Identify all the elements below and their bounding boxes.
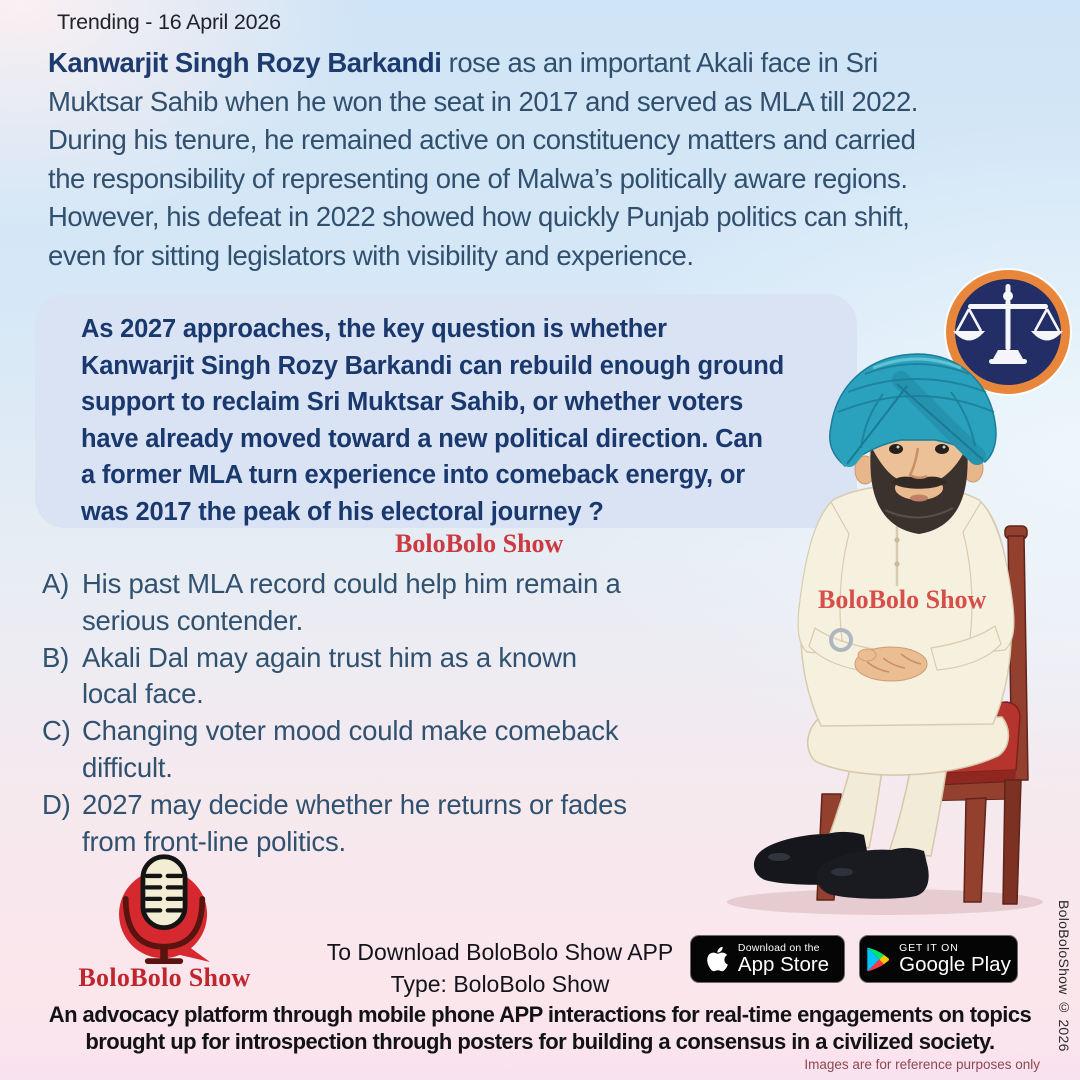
google-play-text [899, 942, 1011, 976]
app-store-pre: Download on the [737, 942, 820, 954]
logo-wordmark: BoloBolo Show [78, 963, 251, 992]
advocacy-line1: An advocacy platform through mobile phone APP interactions for real-time engagements on topics [48, 1002, 1032, 1027]
option-c [42, 713, 627, 787]
option-d [42, 787, 627, 861]
advocacy-statement [0, 1001, 1080, 1055]
download-instructions [310, 936, 690, 1000]
question-line: have already moved toward a new political direction. Can [81, 424, 763, 453]
intro-line: the responsibility of representing one of Malwa’s politically aware regions. [48, 162, 908, 194]
option-a [42, 566, 627, 640]
option-text [82, 640, 627, 714]
google-play-pre: GET IT ON [899, 942, 959, 954]
option-line: 2027 may decide whether he returns or fades [82, 788, 627, 820]
intro-line [48, 44, 918, 83]
option-line: local face. [82, 678, 204, 710]
apple-icon [706, 945, 729, 973]
intro-line: Muktsar Sahib when he won the seat in 2017 and served as MLA till 2022. [48, 85, 918, 117]
option-line: Akali Dal may again trust him as a known [82, 641, 577, 673]
bolobolo-logo [97, 851, 231, 964]
question-line: As 2027 approaches, the key question is whether [81, 315, 667, 343]
intro-line: even for sitting legislators with visibility and experience. [48, 239, 694, 271]
options-list [42, 566, 627, 860]
app-store-text [738, 942, 829, 976]
option-line: serious contender. [82, 604, 304, 636]
intro-line: However, his defeat in 2022 showed how quickly Punjab politics can shift, [48, 201, 910, 232]
question-line: a former MLA turn experience into comeback energy, or [81, 461, 745, 489]
option-line: difficult. [82, 751, 173, 783]
question-line: was 2017 the peak of his electoral journey ? [81, 497, 604, 526]
politician-illustration [715, 328, 1075, 920]
google-play-icon [866, 946, 890, 973]
app-store-badge[interactable] [690, 935, 845, 983]
google-play-name: Google Play [899, 953, 1011, 976]
intro-paragraph [48, 44, 918, 275]
option-line: Changing voter mood could make comeback [82, 715, 619, 747]
option-label: D) [42, 788, 71, 820]
intro-line: During his tenure, he remained active on constituency matters and carried [48, 124, 916, 155]
download-line1: To Download BoloBolo Show APP [326, 939, 674, 965]
intro-line-rest: rose as an important Akali face in Sri [441, 47, 878, 78]
question-line: support to reclaim Sri Muktsar Sahib, or whether voters [81, 388, 744, 416]
option-b [42, 640, 627, 714]
option-line: His past MLA record could help him remain a [82, 568, 621, 599]
watermark-on-image: BoloBolo Show [818, 585, 987, 614]
option-label: B) [42, 641, 70, 673]
trending-date: Trending - 16 April 2026 [57, 10, 281, 34]
politician-name: Kanwarjit Singh Rozy Barkandi [48, 47, 442, 78]
advocacy-line2: brought up for introspection through posters for building a consensus in a civilized society. [85, 1029, 995, 1054]
option-label: C) [42, 715, 71, 747]
option-text [82, 713, 627, 787]
images-disclaimer: Images are for reference purposes only [804, 1057, 1040, 1072]
option-label: A) [42, 568, 70, 599]
option-text [82, 566, 627, 640]
question-line: Kanwarjit Singh Rozy Barkandi can rebuild enough ground [81, 351, 785, 380]
copyright-vertical: BoloBoloShow © 2026 [1056, 900, 1072, 1052]
google-play-badge[interactable] [859, 935, 1018, 983]
app-store-name: App Store [737, 953, 830, 976]
option-line: from front-line politics. [82, 825, 346, 857]
download-line2: Type: BoloBolo Show [390, 971, 610, 997]
option-text [82, 787, 627, 861]
watermark-center: BoloBolo Show [395, 529, 564, 558]
